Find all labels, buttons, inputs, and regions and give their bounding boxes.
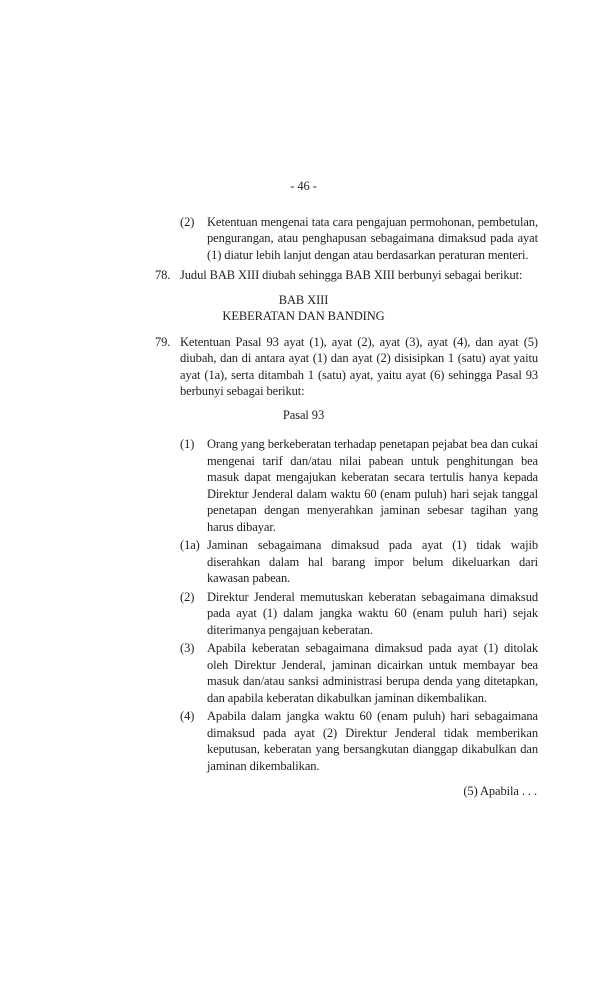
clause-marker: (2) (180, 589, 195, 604)
pasal-heading (0, 407, 607, 424)
item-78 (155, 267, 538, 284)
clause-text: Apabila keberatan sebagaimana dimaksud pada ayat (1) ditolak oleh Direktur Jenderal, jaminan dicairkan untuk membayar bea masuk dan/atau sanksi administrasi berupa denda yang ditetapkan, dan apabila keberatan dikabulkan jaminan dikembalikan. (207, 641, 538, 705)
item-text: Ketentuan Pasal 93 ayat (1), ayat (2), ayat (3), ayat (4), dan ayat (5) diubah, dan di antara ayat (1) dan ayat (2) disisipkan 1 (satu) ayat yaitu ayat (1a), serta ditambah 1 (satu) ayat, yaitu ayat (6) sehingga Pasal 93 berbunyi sebagai berikut: (180, 334, 538, 398)
catchword-next-page: (5) Apabila . . . (463, 784, 537, 798)
clause-marker: (2) (180, 214, 195, 229)
clause-marker: (4) (180, 709, 195, 723)
item-number: 78. (155, 268, 171, 282)
clause-marker: (1) (180, 437, 195, 451)
clause-1 (180, 436, 538, 535)
item-79 (155, 334, 538, 400)
clause-2 (180, 589, 538, 639)
chapter-heading (0, 292, 607, 325)
clause-text: Ketentuan mengenai tata cara pengajuan permohonan, pembetulan, pengurangan, atau penghapusan sebagaimana dimaksud pada ayat (1) diatur lebih lanjut dengan atau berdasarkan peraturan menteri. (207, 214, 538, 262)
clause-marker: (1a) (180, 538, 200, 552)
chapter-heading-number: BAB XIII (278, 292, 329, 307)
clause-text: Direktur Jenderal memutuskan keberatan sebagaimana dimaksud pada ayat (1) dalam jangka waktu 60 (enam puluh hari) sejak diterimanya pengajuan keberatan. (207, 589, 538, 637)
clause-text: Jaminan sebagaimana dimaksud pada ayat (1) tidak wajib diserahkan dalam hal barang impor belum dikeluarkan dari kawasan pabean. (207, 538, 538, 585)
item-number: 79. (155, 334, 171, 349)
chapter-heading-title: KEBERATAN DAN BANDING (222, 309, 385, 323)
clause-text: Orang yang berkeberatan terhadap penetapan pejabat bea dan cukai mengenai tarif dan/atau nilai pabean untuk penghitungan bea masuk dapat mengajukan keberatan secara tertulis hanya kepada Direktur Jenderal dalam waktu 60 (enam puluh) hari sejak tanggal penetapan dengan menyerahkan jaminan sebesar tagihan yang harus dibayar. (207, 437, 538, 534)
clause-marker: (3) (180, 641, 195, 655)
clause-2-prior (180, 214, 538, 264)
item-text: Judul BAB XIII diubah sehingga BAB XIII berbunyi sebagai berikut: (180, 268, 523, 282)
page-number: - 46 - (290, 179, 317, 193)
clause-3 (180, 640, 538, 706)
clause-4 (180, 708, 538, 774)
clause-text: Apabila dalam jangka waktu 60 (enam puluh) hari sebagaimana dimaksud pada ayat (2) Direktur Jenderal tidak memberikan keputusan, keberatan yang bersangkutan dianggap dikabulkan dan jaminan dikembalikan. (207, 709, 538, 773)
clause-1a (180, 537, 538, 587)
pasal-heading-title: Pasal 93 (282, 407, 325, 422)
